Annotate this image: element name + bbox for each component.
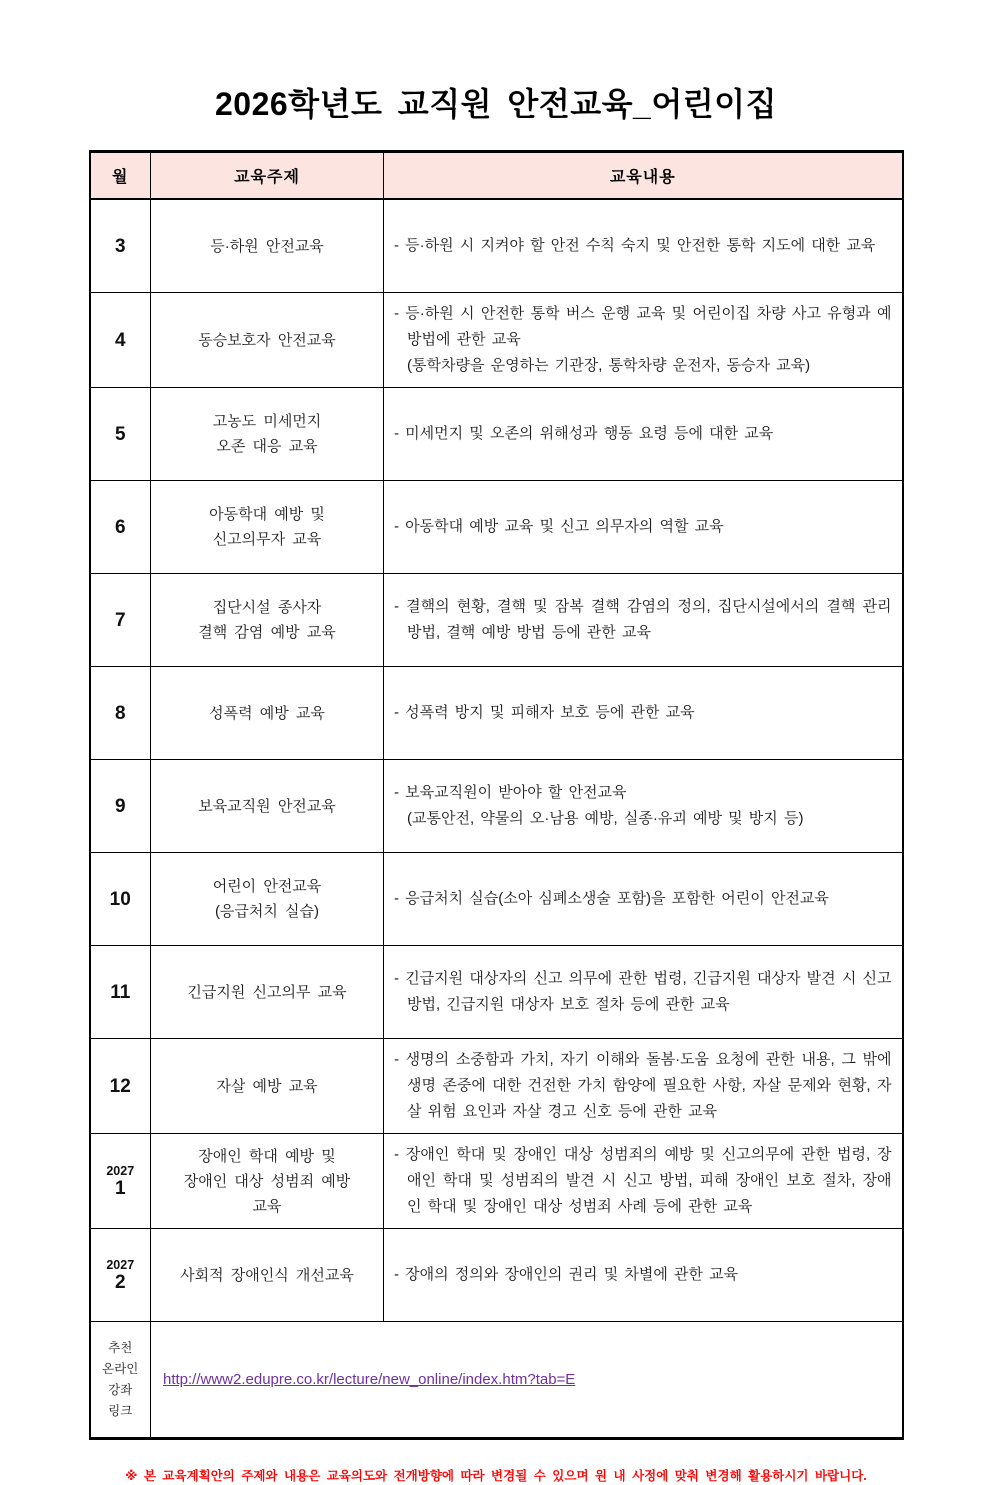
content-line: - 생명의 소중함과 가치, 자기 이해와 돌봄·도움 요청에 관한 내용, 그 밖에 생명 존중에 대한 건전한 가치 함양에 필요한 사항, 자살 문제와 현황, 자살 위험 요인과 자살 경고 신호 등에 관한 교육 bbox=[394, 1051, 892, 1120]
table-row bbox=[90, 388, 903, 481]
content-line: - 성폭력 방지 및 피해자 보호 등에 관한 교육 bbox=[394, 704, 695, 721]
table-header bbox=[90, 152, 903, 200]
month-number: 4 bbox=[114, 329, 126, 351]
topic-cell: 자살 예방 교육 bbox=[151, 1039, 384, 1134]
month-number: 3 bbox=[114, 235, 126, 257]
content-line: - 등·하원 시 안전한 통학 버스 운행 교육 및 어린이집 차량 사고 유형과 예방법에 관한 교육 bbox=[394, 305, 892, 348]
month-cell bbox=[90, 760, 151, 853]
column-header-content: 교육내용 bbox=[384, 152, 903, 200]
content-cell bbox=[384, 1039, 903, 1134]
month-cell bbox=[90, 946, 151, 1039]
content-cell bbox=[384, 1134, 903, 1229]
month-number: 10 bbox=[109, 888, 131, 910]
content-line: (교통안전, 약물의 오·남용 예방, 실종·유괴 예방 및 방지 등) bbox=[407, 810, 804, 827]
table-row bbox=[90, 1039, 903, 1134]
topic-cell: 집단시설 종사자 결핵 감염 예방 교육 bbox=[151, 574, 384, 667]
month-cell bbox=[90, 293, 151, 388]
content-line: - 장애인 학대 및 장애인 대상 성범죄의 예방 및 신고의무에 관한 법령, 장애인 학대 및 성범죄의 발견 시 신고 방법, 피해 장애인 보호 절차, 장애인 학대 및 장애인 대상 성범죄 사례 등에 관한 교육 bbox=[394, 1146, 892, 1215]
table-row bbox=[90, 1134, 903, 1229]
topic-cell: 성폭력 예방 교육 bbox=[151, 667, 384, 760]
table-row bbox=[90, 760, 903, 853]
table-row bbox=[90, 1229, 903, 1322]
recommended-link-row bbox=[90, 1322, 903, 1439]
month-number: 1 bbox=[114, 1177, 126, 1199]
content-cell bbox=[384, 760, 903, 853]
month-cell bbox=[90, 574, 151, 667]
safety-education-table bbox=[89, 150, 904, 1440]
topic-cell: 장애인 학대 예방 및 장애인 대상 성범죄 예방 교육 bbox=[151, 1134, 384, 1229]
table-row bbox=[90, 574, 903, 667]
month-number: 8 bbox=[114, 702, 126, 724]
content-line: - 미세먼지 및 오존의 위해성과 행동 요령 등에 대한 교육 bbox=[394, 425, 774, 442]
topic-cell: 긴급지원 신고의무 교육 bbox=[151, 946, 384, 1039]
content-line: - 긴급지원 대상자의 신고 의무에 관한 법령, 긴급지원 대상자 발견 시 신고 방법, 긴급지원 대상자 보호 절차 등에 관한 교육 bbox=[394, 970, 892, 1013]
content-cell bbox=[384, 667, 903, 760]
footer-note: ※ 본 교육계획안의 주제와 내용은 교육의도와 전개방향에 따라 변경될 수 있으며 원 내 사정에 맞춰 변경해 활용하시기 바랍니다. bbox=[125, 1469, 867, 1483]
topic-cell: 고농도 미세먼지 오존 대응 교육 bbox=[151, 388, 384, 481]
link-label-line: 링크 bbox=[108, 1403, 133, 1418]
content-line: - 아동학대 예방 교육 및 신고 의무자의 역할 교육 bbox=[394, 518, 724, 535]
column-header-topic: 교육주제 bbox=[151, 152, 384, 200]
month-cell bbox=[90, 853, 151, 946]
content-line: - 등·하원 시 지켜야 할 안전 수칙 숙지 및 안전한 통학 지도에 대한 교육 bbox=[394, 237, 876, 254]
month-cell bbox=[90, 199, 151, 293]
month-number: 9 bbox=[114, 795, 126, 817]
content-line: - 결핵의 현황, 결핵 및 잠복 결핵 감염의 정의, 집단시설에서의 결핵 관리 방법, 결핵 예방 방법 등에 관한 교육 bbox=[394, 598, 892, 641]
content-cell bbox=[384, 199, 903, 293]
month-cell bbox=[90, 388, 151, 481]
content-cell bbox=[384, 853, 903, 946]
month-cell bbox=[90, 1039, 151, 1134]
month-number: 7 bbox=[114, 609, 126, 631]
content-cell bbox=[384, 1229, 903, 1322]
content-cell bbox=[384, 481, 903, 574]
table-row bbox=[90, 293, 903, 388]
online-course-link[interactable]: http://www2.edupre.co.kr/lecture/new_online/index.htm?tab=E bbox=[163, 1370, 576, 1388]
link-row-body bbox=[90, 1322, 903, 1439]
month-cell bbox=[90, 1134, 151, 1229]
table-row bbox=[90, 481, 903, 574]
page-title: 2026학년도 교직원 안전교육_어린이집 bbox=[214, 86, 778, 122]
table-row bbox=[90, 199, 903, 293]
content-cell bbox=[384, 946, 903, 1039]
month-number: 11 bbox=[110, 981, 131, 1003]
topic-cell: 등·하원 안전교육 bbox=[151, 199, 384, 293]
topic-cell: 아동학대 예방 및 신고의무자 교육 bbox=[151, 481, 384, 574]
link-label-cell bbox=[90, 1322, 151, 1439]
link-label-line: 추천 bbox=[108, 1340, 133, 1355]
table-row bbox=[90, 667, 903, 760]
link-label-line: 강좌 bbox=[108, 1382, 133, 1397]
month-number: 2 bbox=[114, 1271, 126, 1293]
topic-cell: 동승보호자 안전교육 bbox=[151, 293, 384, 388]
content-cell bbox=[384, 293, 903, 388]
table-row bbox=[90, 946, 903, 1039]
month-number: 5 bbox=[114, 423, 126, 445]
month-number: 12 bbox=[109, 1075, 131, 1097]
topic-cell: 사회적 장애인식 개선교육 bbox=[151, 1229, 384, 1322]
month-cell bbox=[90, 481, 151, 574]
month-cell bbox=[90, 667, 151, 760]
topic-cell: 보육교직원 안전교육 bbox=[151, 760, 384, 853]
topic-cell: 어린이 안전교육 (응급처치 실습) bbox=[151, 853, 384, 946]
header-row bbox=[90, 152, 903, 200]
content-line: (통학차량을 운영하는 기관장, 통학차량 운전자, 동승자 교육) bbox=[407, 357, 811, 374]
month-year: 2027 bbox=[106, 1257, 135, 1272]
content-line: - 응급처치 실습(소아 심폐소생술 포함)을 포함한 어린이 안전교육 bbox=[394, 890, 829, 907]
table-body bbox=[90, 199, 903, 1322]
month-year: 2027 bbox=[106, 1163, 135, 1178]
column-header-month: 월 bbox=[90, 152, 151, 200]
link-label-line: 온라인 bbox=[102, 1361, 139, 1376]
link-cell bbox=[151, 1322, 903, 1439]
month-cell bbox=[90, 1229, 151, 1322]
content-line: - 장애의 정의와 장애인의 권리 및 차별에 관한 교육 bbox=[394, 1266, 739, 1283]
table-row bbox=[90, 853, 903, 946]
content-line: - 보육교직원이 받아야 할 안전교육 bbox=[394, 784, 627, 801]
content-cell bbox=[384, 574, 903, 667]
content-cell bbox=[384, 388, 903, 481]
month-number: 6 bbox=[114, 516, 126, 538]
